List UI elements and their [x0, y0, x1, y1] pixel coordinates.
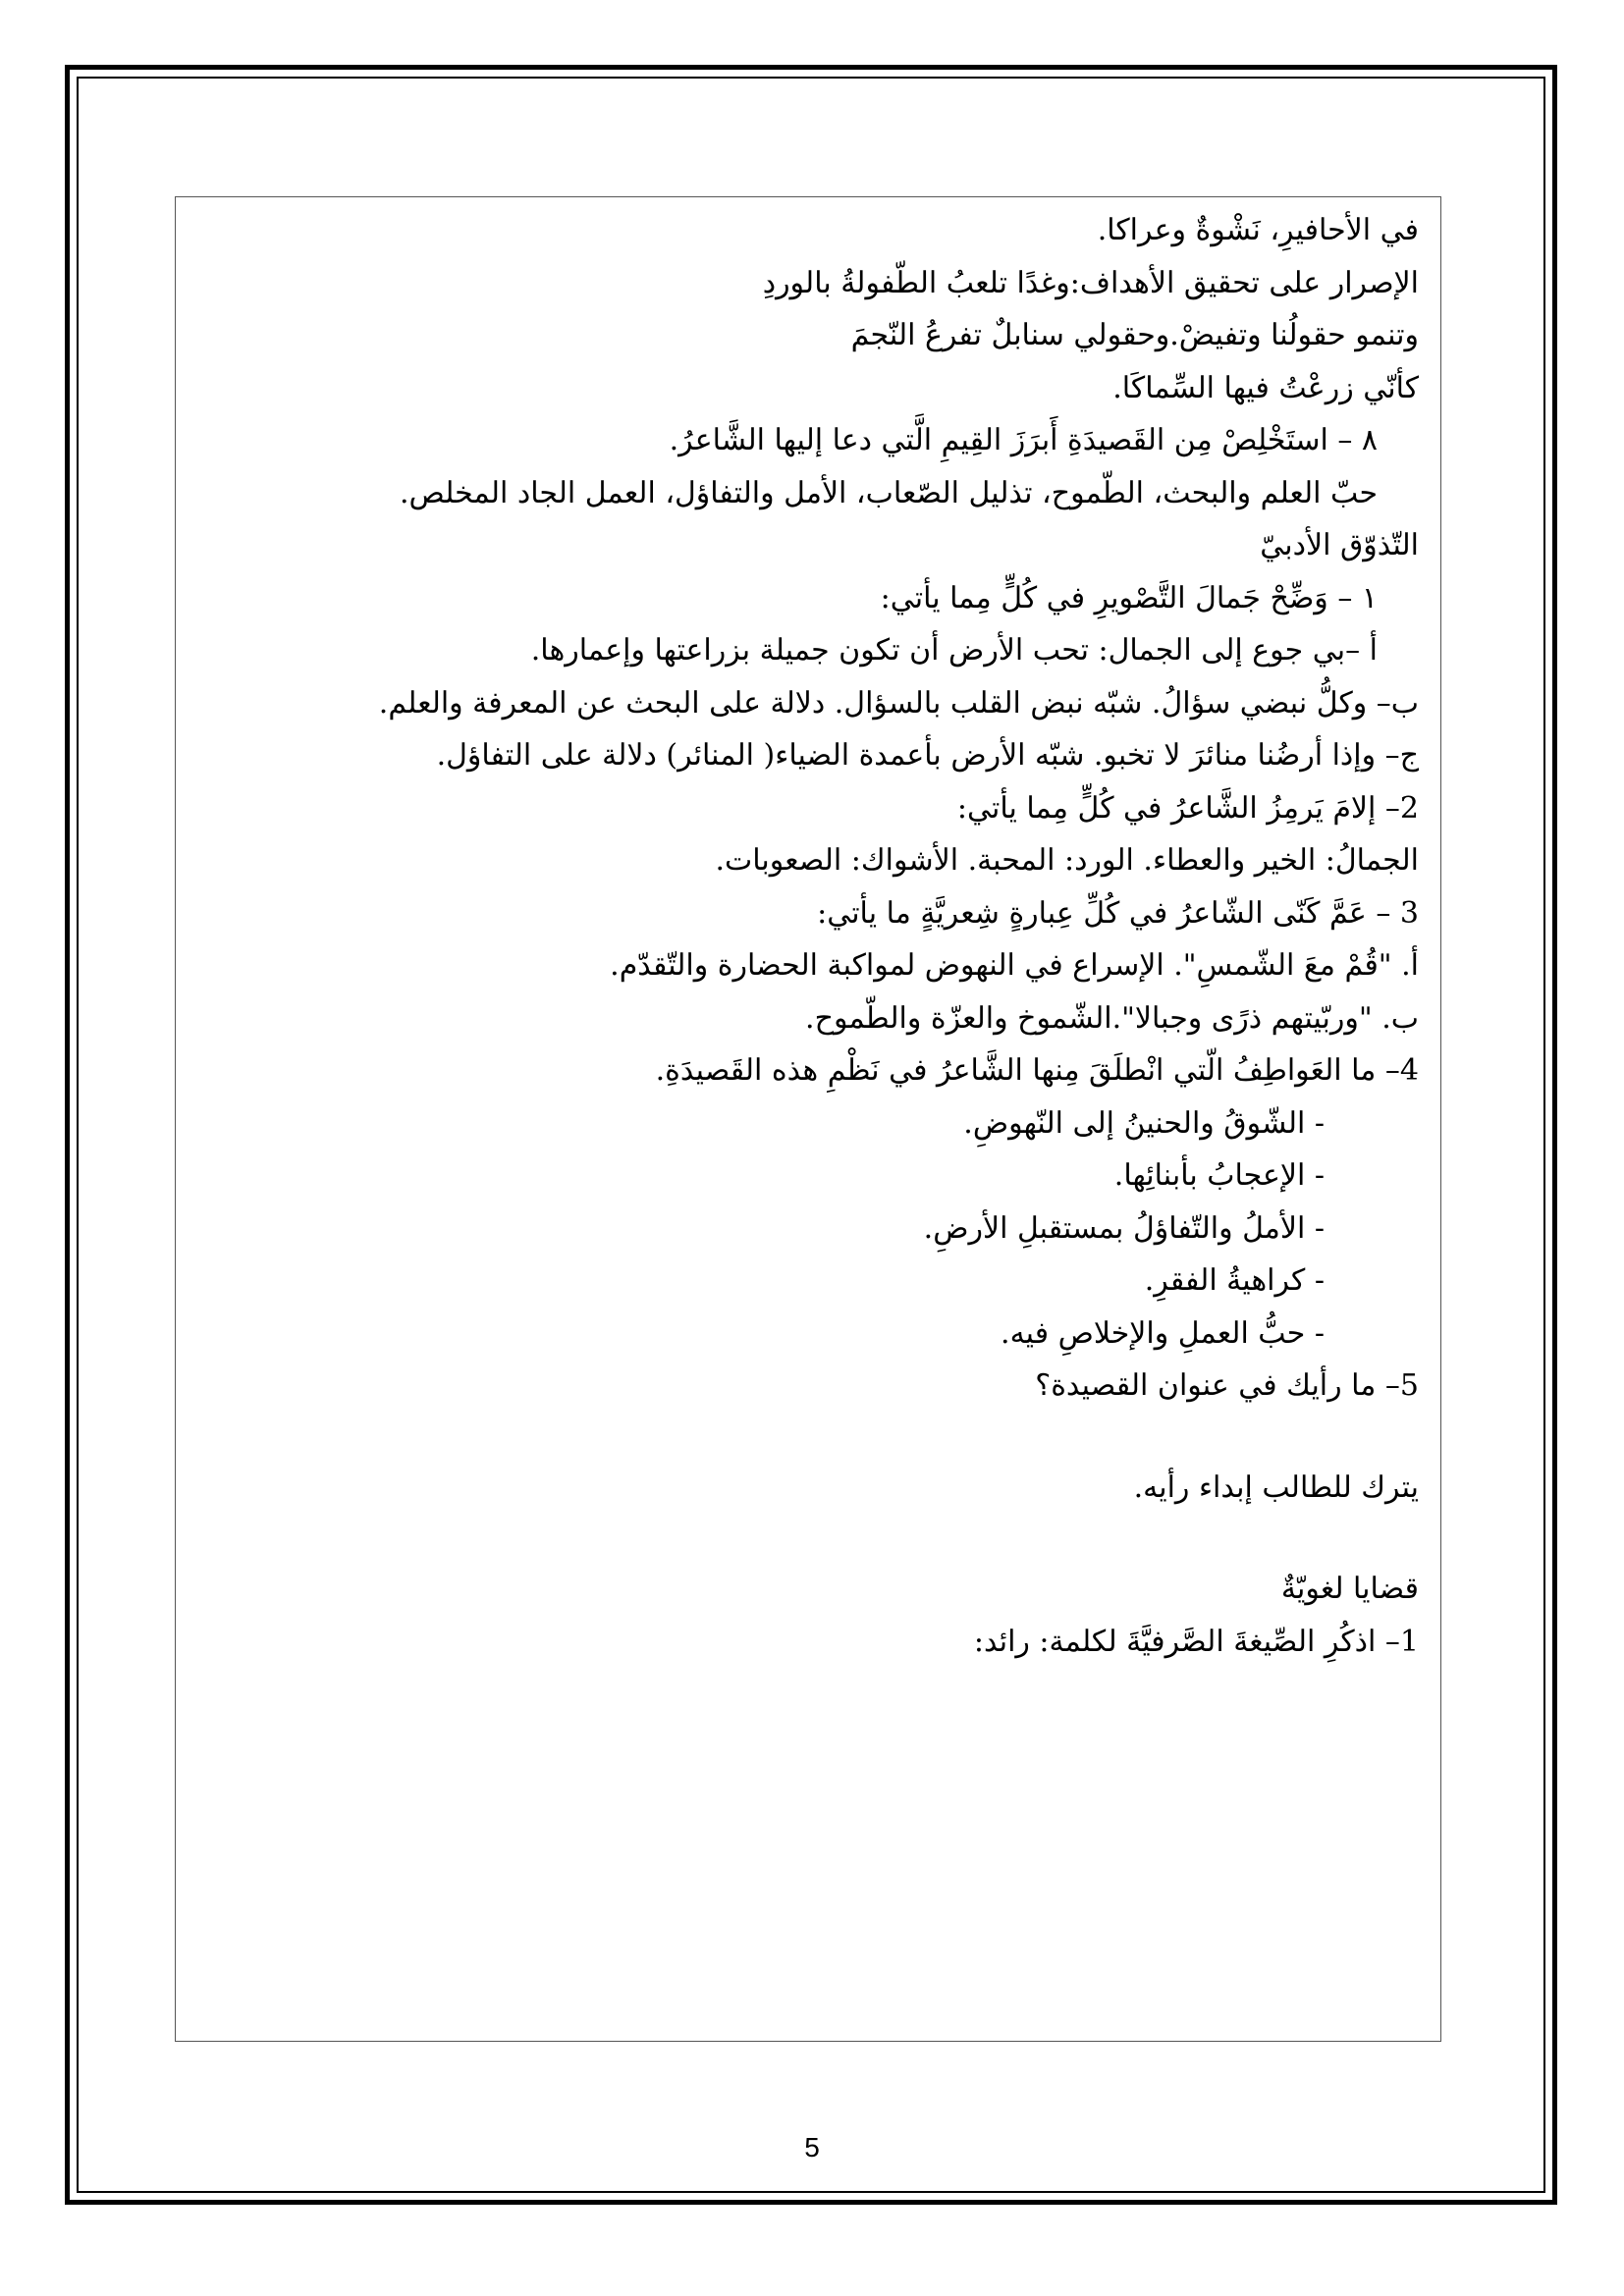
language-question-1: 1– اذكُرِ الصِّيغةَ الصَّرفيَّةَ لكلمة: رائد: [973, 1624, 1419, 1659]
answer-4-item: - كراهيةُ الفقرِ. [1144, 1263, 1325, 1298]
section-heading-literary-appreciation: التّذوّق الأدبيّ [1260, 528, 1419, 562]
answer-2: الجمالُ: الخير والعطاء. الورد: المحبة. الأشواك: الصعوبات. [715, 843, 1419, 878]
answer-1a: أ –بي جوع إلى الجمال: تحب الأرض أن تكون جميلة بزراعتها وإعمارها. [530, 633, 1378, 667]
document-text [201, 204, 1419, 1668]
question-1: ١ – وَضِّحْ جَمالَ التَّصْويرِ في كُلٍّ مِما يأتي: [880, 580, 1378, 615]
answer-4-item: - الإعجابُ بأبنائِها. [1113, 1158, 1325, 1193]
page-number: 5 [804, 2132, 820, 2163]
answer-3a: أ. "قُمْ معَ الشّمسِ". الإسراع في النهوض لمواكبة الحضارة والتّقدّم. [610, 948, 1419, 983]
answer-5: يترك للطالب إبداء رأيه. [1133, 1469, 1419, 1505]
answer-8: حبّ العلم والبحث، الطّموح، تذليل الصّعاب، الأمل والتفاؤل، العمل الجاد المخلص. [399, 475, 1378, 510]
answer-3b: ب. "وربّيتهم ذرًى وجبالا".الشّموخ والعزّة والطّموح. [805, 1000, 1419, 1036]
answer-1c: ج– وإذا أرضُنا منائرَ لا تخبو. شبّه الأرض بأعمدة الضياء( المنائر) دلالة على التفاؤل. [436, 738, 1419, 773]
question-4: 4– ما العَواطِفُ الّتي انْطلَقَ مِنها الشَّاعرُ في نَظْمِ هذه القَصيدَةِ. [655, 1053, 1419, 1088]
answer-4-item: - الأملُ والتّفاؤلُ بمستقبلِ الأرضِ. [923, 1210, 1325, 1246]
question-8: ٨ – استَخْلِصْ مِن القَصيدَةِ أَبرَزَ القِيمِ الَّتي دعا إليها الشَّاعرُ. [669, 423, 1378, 457]
section-heading-language-issues: قضايا لغويّةٌ [1280, 1572, 1419, 1606]
question-3: 3 – عَمَّ كَنّى الشّاعرُ في كُلِّ عِبارةٍ شِعريَّةٍ ما يأتي: [817, 895, 1419, 931]
question-5: 5– ما رأيك في عنوان القصيدة؟ [1035, 1368, 1419, 1403]
text-line: كأنّي زرعْتُ فيها السِّماكَا. [1112, 370, 1419, 405]
answer-4-item: - الشّوقُ والحنينُ إلى النّهوضِ. [963, 1105, 1325, 1141]
text-line: وتنمو حقولُنا وتفيضْ.وحقولي سنابلٌ تفرعُ النّجمَ [850, 318, 1419, 352]
text-line: الإصرار على تحقيق الأهداف:وغدًا تلعبُ الطّفولةُ بالوردِ [762, 265, 1419, 300]
question-2: 2– إلامَ يَرمِزُ الشَّاعرُ في كُلٍّ مِما يأتي: [956, 790, 1419, 826]
answer-4-item: - حبُّ العملِ والإخلاصِ فيه. [1001, 1315, 1325, 1351]
answer-1b: ب– وكلُّ نبضي سؤالُ. شبّه نبض القلب بالسؤال. دلالة على البحث عن المعرفة والعلم. [378, 685, 1419, 721]
text-line: في الأحافيرِ، نَشْوةٌ وعراكا. [1097, 213, 1419, 247]
